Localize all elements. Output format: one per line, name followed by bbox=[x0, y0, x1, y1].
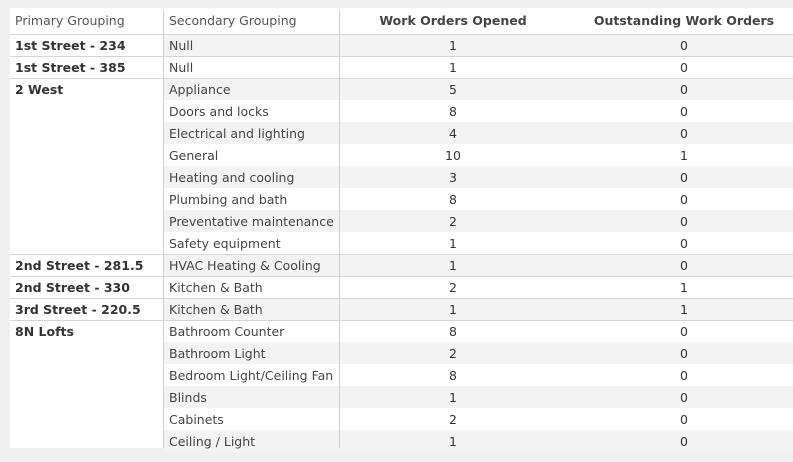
work-orders-opened-cell[interactable]: 2 bbox=[449, 280, 457, 295]
secondary-grouping-cell[interactable]: Ceiling / Light bbox=[169, 434, 256, 449]
secondary-grouping-cell[interactable]: Null bbox=[169, 38, 194, 53]
work-orders-opened-cell[interactable]: 10 bbox=[445, 148, 461, 163]
table-row bbox=[10, 56, 793, 78]
secondary-grouping-cell[interactable]: Doors and locks bbox=[169, 104, 269, 119]
table-row bbox=[10, 232, 793, 254]
secondary-grouping-cell[interactable]: Null bbox=[169, 60, 194, 75]
work-orders-opened-cell[interactable]: 5 bbox=[449, 82, 457, 97]
work-orders-opened-cell[interactable]: 2 bbox=[449, 214, 457, 229]
work-orders-opened-cell[interactable]: 8 bbox=[449, 324, 457, 339]
table-row bbox=[10, 430, 793, 452]
work-orders-opened-cell[interactable]: 8 bbox=[449, 104, 457, 119]
secondary-grouping-cell[interactable]: Plumbing and bath bbox=[169, 192, 288, 207]
secondary-grouping-cell[interactable]: Electrical and lighting bbox=[169, 126, 305, 141]
secondary-grouping-cell[interactable]: Cabinets bbox=[169, 412, 224, 427]
work-orders-opened-cell[interactable]: 3 bbox=[449, 170, 457, 185]
work-orders-opened-cell[interactable]: 1 bbox=[449, 258, 457, 273]
work-orders-opened-cell[interactable]: 8 bbox=[449, 368, 457, 383]
work-orders-opened-cell[interactable]: 1 bbox=[449, 38, 457, 53]
outstanding-work-orders-cell[interactable]: 0 bbox=[680, 126, 688, 141]
secondary-grouping-cell[interactable]: Preventative maintenance bbox=[169, 214, 334, 229]
secondary-grouping-cell[interactable]: General bbox=[169, 148, 219, 163]
primary-grouping-cell[interactable]: 2nd Street - 330 bbox=[15, 280, 130, 295]
outstanding-work-orders-cell[interactable]: 1 bbox=[680, 302, 688, 317]
primary-grouping-cell[interactable]: 8N Lofts bbox=[15, 324, 74, 339]
work-orders-opened-cell[interactable]: 1 bbox=[449, 390, 457, 405]
header-secondary-grouping[interactable]: Secondary Grouping bbox=[169, 13, 297, 28]
header-primary-grouping[interactable]: Primary Grouping bbox=[15, 13, 125, 28]
table-row bbox=[10, 122, 793, 144]
outstanding-work-orders-cell[interactable]: 0 bbox=[680, 390, 688, 405]
secondary-grouping-cell[interactable]: Appliance bbox=[169, 82, 231, 97]
table-row bbox=[10, 254, 793, 276]
table-row bbox=[10, 298, 793, 320]
secondary-grouping-cell[interactable]: Bathroom Counter bbox=[169, 324, 285, 339]
work-orders-opened-cell[interactable]: 1 bbox=[449, 302, 457, 317]
table-row bbox=[10, 342, 793, 364]
table-row bbox=[10, 408, 793, 430]
table-row bbox=[10, 386, 793, 408]
outstanding-work-orders-cell[interactable]: 0 bbox=[680, 368, 688, 383]
secondary-grouping-cell[interactable]: Heating and cooling bbox=[169, 170, 295, 185]
column-divider bbox=[339, 10, 340, 448]
primary-grouping-cell[interactable]: 2nd Street - 281.5 bbox=[15, 258, 144, 273]
work-orders-opened-cell[interactable]: 4 bbox=[449, 126, 457, 141]
primary-grouping-cell[interactable]: 3rd Street - 220.5 bbox=[15, 302, 141, 317]
outstanding-work-orders-cell[interactable]: 0 bbox=[680, 346, 688, 361]
work-orders-opened-cell[interactable]: 1 bbox=[449, 236, 457, 251]
table-row bbox=[10, 144, 793, 166]
outstanding-work-orders-cell[interactable]: 1 bbox=[680, 280, 688, 295]
outstanding-work-orders-cell[interactable]: 0 bbox=[680, 192, 688, 207]
table-row bbox=[10, 100, 793, 122]
work-orders-opened-cell[interactable]: 2 bbox=[449, 346, 457, 361]
primary-grouping-cell[interactable]: 2 West bbox=[15, 82, 64, 97]
primary-grouping-cell[interactable]: 1st Street - 385 bbox=[15, 60, 126, 75]
table-row bbox=[10, 364, 793, 386]
table-row bbox=[10, 166, 793, 188]
outstanding-work-orders-cell[interactable]: 0 bbox=[680, 434, 688, 449]
outstanding-work-orders-cell[interactable]: 0 bbox=[680, 324, 688, 339]
secondary-grouping-cell[interactable]: Bathroom Light bbox=[169, 346, 266, 361]
work-orders-opened-cell[interactable]: 8 bbox=[449, 192, 457, 207]
outstanding-work-orders-cell[interactable]: 0 bbox=[680, 82, 688, 97]
column-divider bbox=[163, 10, 164, 448]
table-row bbox=[10, 210, 793, 232]
secondary-grouping-cell[interactable]: Blinds bbox=[169, 390, 207, 405]
work-orders-opened-cell[interactable]: 1 bbox=[449, 60, 457, 75]
outstanding-work-orders-cell[interactable]: 0 bbox=[680, 236, 688, 251]
table-row bbox=[10, 34, 793, 56]
secondary-grouping-cell[interactable]: HVAC Heating & Cooling bbox=[169, 258, 321, 273]
header-outstanding-work-orders[interactable]: Outstanding Work Orders bbox=[593, 13, 775, 28]
outstanding-work-orders-cell[interactable]: 0 bbox=[680, 60, 688, 75]
secondary-grouping-cell[interactable]: Bedroom Light/Ceiling Fan bbox=[169, 368, 334, 383]
outstanding-work-orders-cell[interactable]: 0 bbox=[680, 214, 688, 229]
outstanding-work-orders-cell[interactable]: 0 bbox=[680, 258, 688, 273]
secondary-grouping-cell[interactable]: Kitchen & Bath bbox=[169, 280, 263, 295]
secondary-grouping-cell[interactable]: Kitchen & Bath bbox=[169, 302, 263, 317]
table-row bbox=[10, 188, 793, 210]
work-orders-opened-cell[interactable]: 2 bbox=[449, 412, 457, 427]
outstanding-work-orders-cell[interactable]: 1 bbox=[680, 148, 688, 163]
table-row bbox=[10, 276, 793, 298]
work-orders-table bbox=[10, 8, 793, 448]
outstanding-work-orders-cell[interactable]: 0 bbox=[680, 412, 688, 427]
primary-grouping-cell[interactable]: 1st Street - 234 bbox=[15, 38, 126, 53]
outstanding-work-orders-cell[interactable]: 0 bbox=[680, 170, 688, 185]
header-work-orders-opened[interactable]: Work Orders Opened bbox=[379, 13, 527, 28]
secondary-grouping-cell[interactable]: Safety equipment bbox=[169, 236, 281, 251]
work-orders-opened-cell[interactable]: 1 bbox=[449, 434, 457, 449]
table-row bbox=[10, 78, 793, 100]
outstanding-work-orders-cell[interactable]: 0 bbox=[680, 38, 688, 53]
outstanding-work-orders-cell[interactable]: 0 bbox=[680, 104, 688, 119]
table-row bbox=[10, 320, 793, 342]
